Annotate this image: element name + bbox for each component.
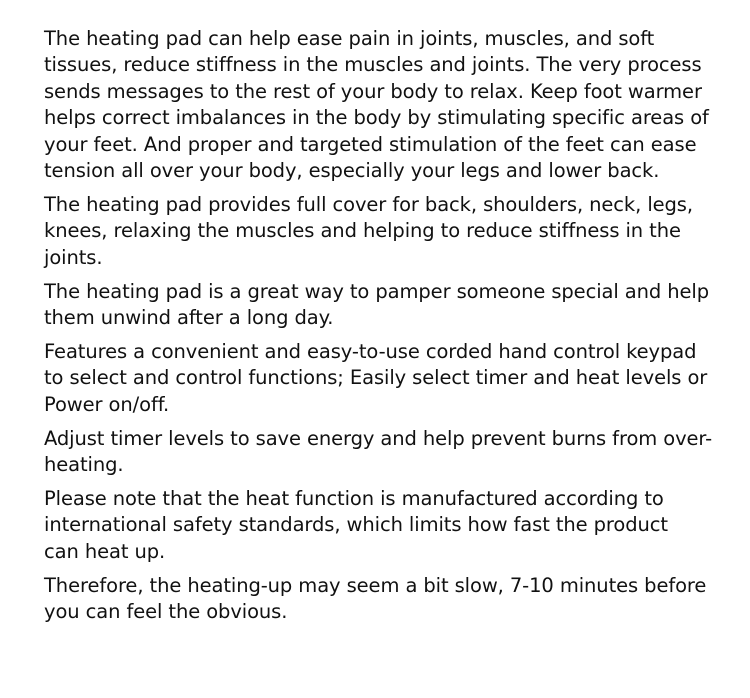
- paragraph-safety: Please note that the heat function is manufactured according to international safety standards, which limits how fast the product can heat up.: [44, 487, 668, 563]
- paragraph-coverage: The heating pad provides full cover for back, shoulders, neck, legs, knees, relaxing the muscles and helping to reduce stiffness in the joints.: [44, 192, 693, 269]
- paragraph-timer: Adjust timer levels to save energy and help prevent burns from over- heating.: [44, 426, 713, 477]
- document-body: [44, 26, 724, 633]
- paragraph-benefits: The heating pad can help ease pain in joints, muscles, and soft tissues, reduce stiffness in the muscles and joints. The very process sends messages to the rest of your body to relax. Keep foot warmer helps correct imbalances in the body by stimulating specific areas of your feet. And proper and targeted stimulation of the feet can ease tension all over your body, especially your legs and lower back.: [44, 27, 709, 183]
- paragraph-gift: The heating pad is a great way to pamper someone special and help them unwind after a long day.: [44, 279, 710, 330]
- paragraph-heatup: Therefore, the heating-up may seem a bit slow, 7-10 minutes before you can feel the obvious.: [44, 573, 707, 624]
- paragraph-controls: Features a convenient and easy-to-use corded hand control keypad to select and control functions; Easily select timer and heat levels or Power on/off.: [44, 339, 708, 416]
